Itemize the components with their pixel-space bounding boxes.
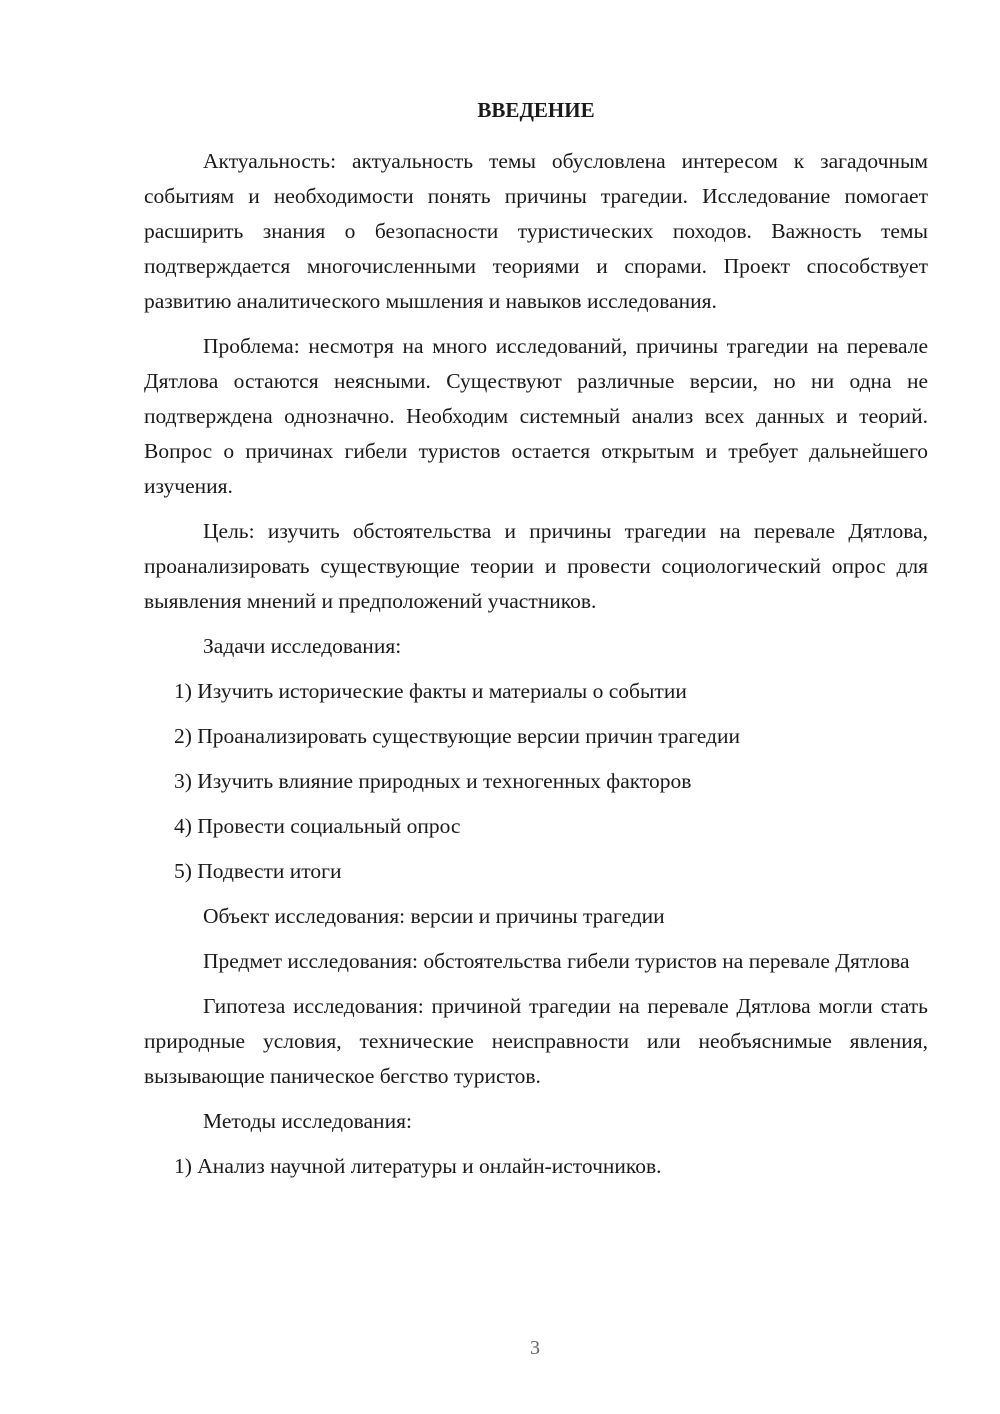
research-subject: Предмет исследования: обстоятельства гибели туристов на перевале Дятлова [203, 949, 910, 973]
methods-label: Методы исследования: [203, 1109, 412, 1133]
method-item: 1) Анализ научной литературы и онлайн-источников. [174, 1154, 662, 1178]
tasks-list [144, 674, 928, 889]
goal-paragraph: Цель: изучить обстоятельства и причины трагедии на перевале Дятлова, проанализировать существующие теории и провести социологический опрос для выявления мнений и предположений участников. [144, 519, 928, 613]
task-item: 4) Провести социальный опрос [174, 814, 461, 838]
page-number: 3 [530, 1337, 540, 1359]
tasks-label: Задачи исследования: [203, 634, 402, 658]
task-item: 1) Изучить исторические факты и материалы о событии [174, 679, 687, 703]
task-item: 5) Подвести итоги [174, 859, 342, 883]
page-title: ВВЕДЕНИЕ [477, 98, 595, 122]
document-body [144, 96, 928, 1194]
problem-paragraph: Проблема: несмотря на много исследований, причины трагедии на перевале Дятлова остаются неясными. Существуют различные версии, но ни одна не подтверждена однозначно. Необходим системный анализ всех данных и теорий. Вопрос о причинах гибели туристов остается открытым и требует дальнейшего изучения. [144, 334, 928, 498]
research-hypothesis: Гипотеза исследования: причиной трагедии на перевале Дятлова могли стать природные условия, технические неисправности или необъяснимые явления, вызывающие паническое бегство туристов. [144, 994, 928, 1088]
task-item: 2) Проанализировать существующие версии причин трагедии [174, 724, 740, 748]
relevance-paragraph: Актуальность: актуальность темы обусловлена интересом к загадочным событиям и необходимости понять причины трагедии. Исследование помогает расширить знания о безопасности туристических походов. Важность темы подтверждается многочисленными теориями и спорами. Проект способствует развитию аналитического мышления и навыков исследования. [144, 149, 928, 313]
task-item: 3) Изучить влияние природных и техногенных факторов [174, 769, 692, 793]
research-object: Объект исследования: версии и причины трагедии [203, 904, 665, 928]
methods-list [144, 1149, 928, 1184]
